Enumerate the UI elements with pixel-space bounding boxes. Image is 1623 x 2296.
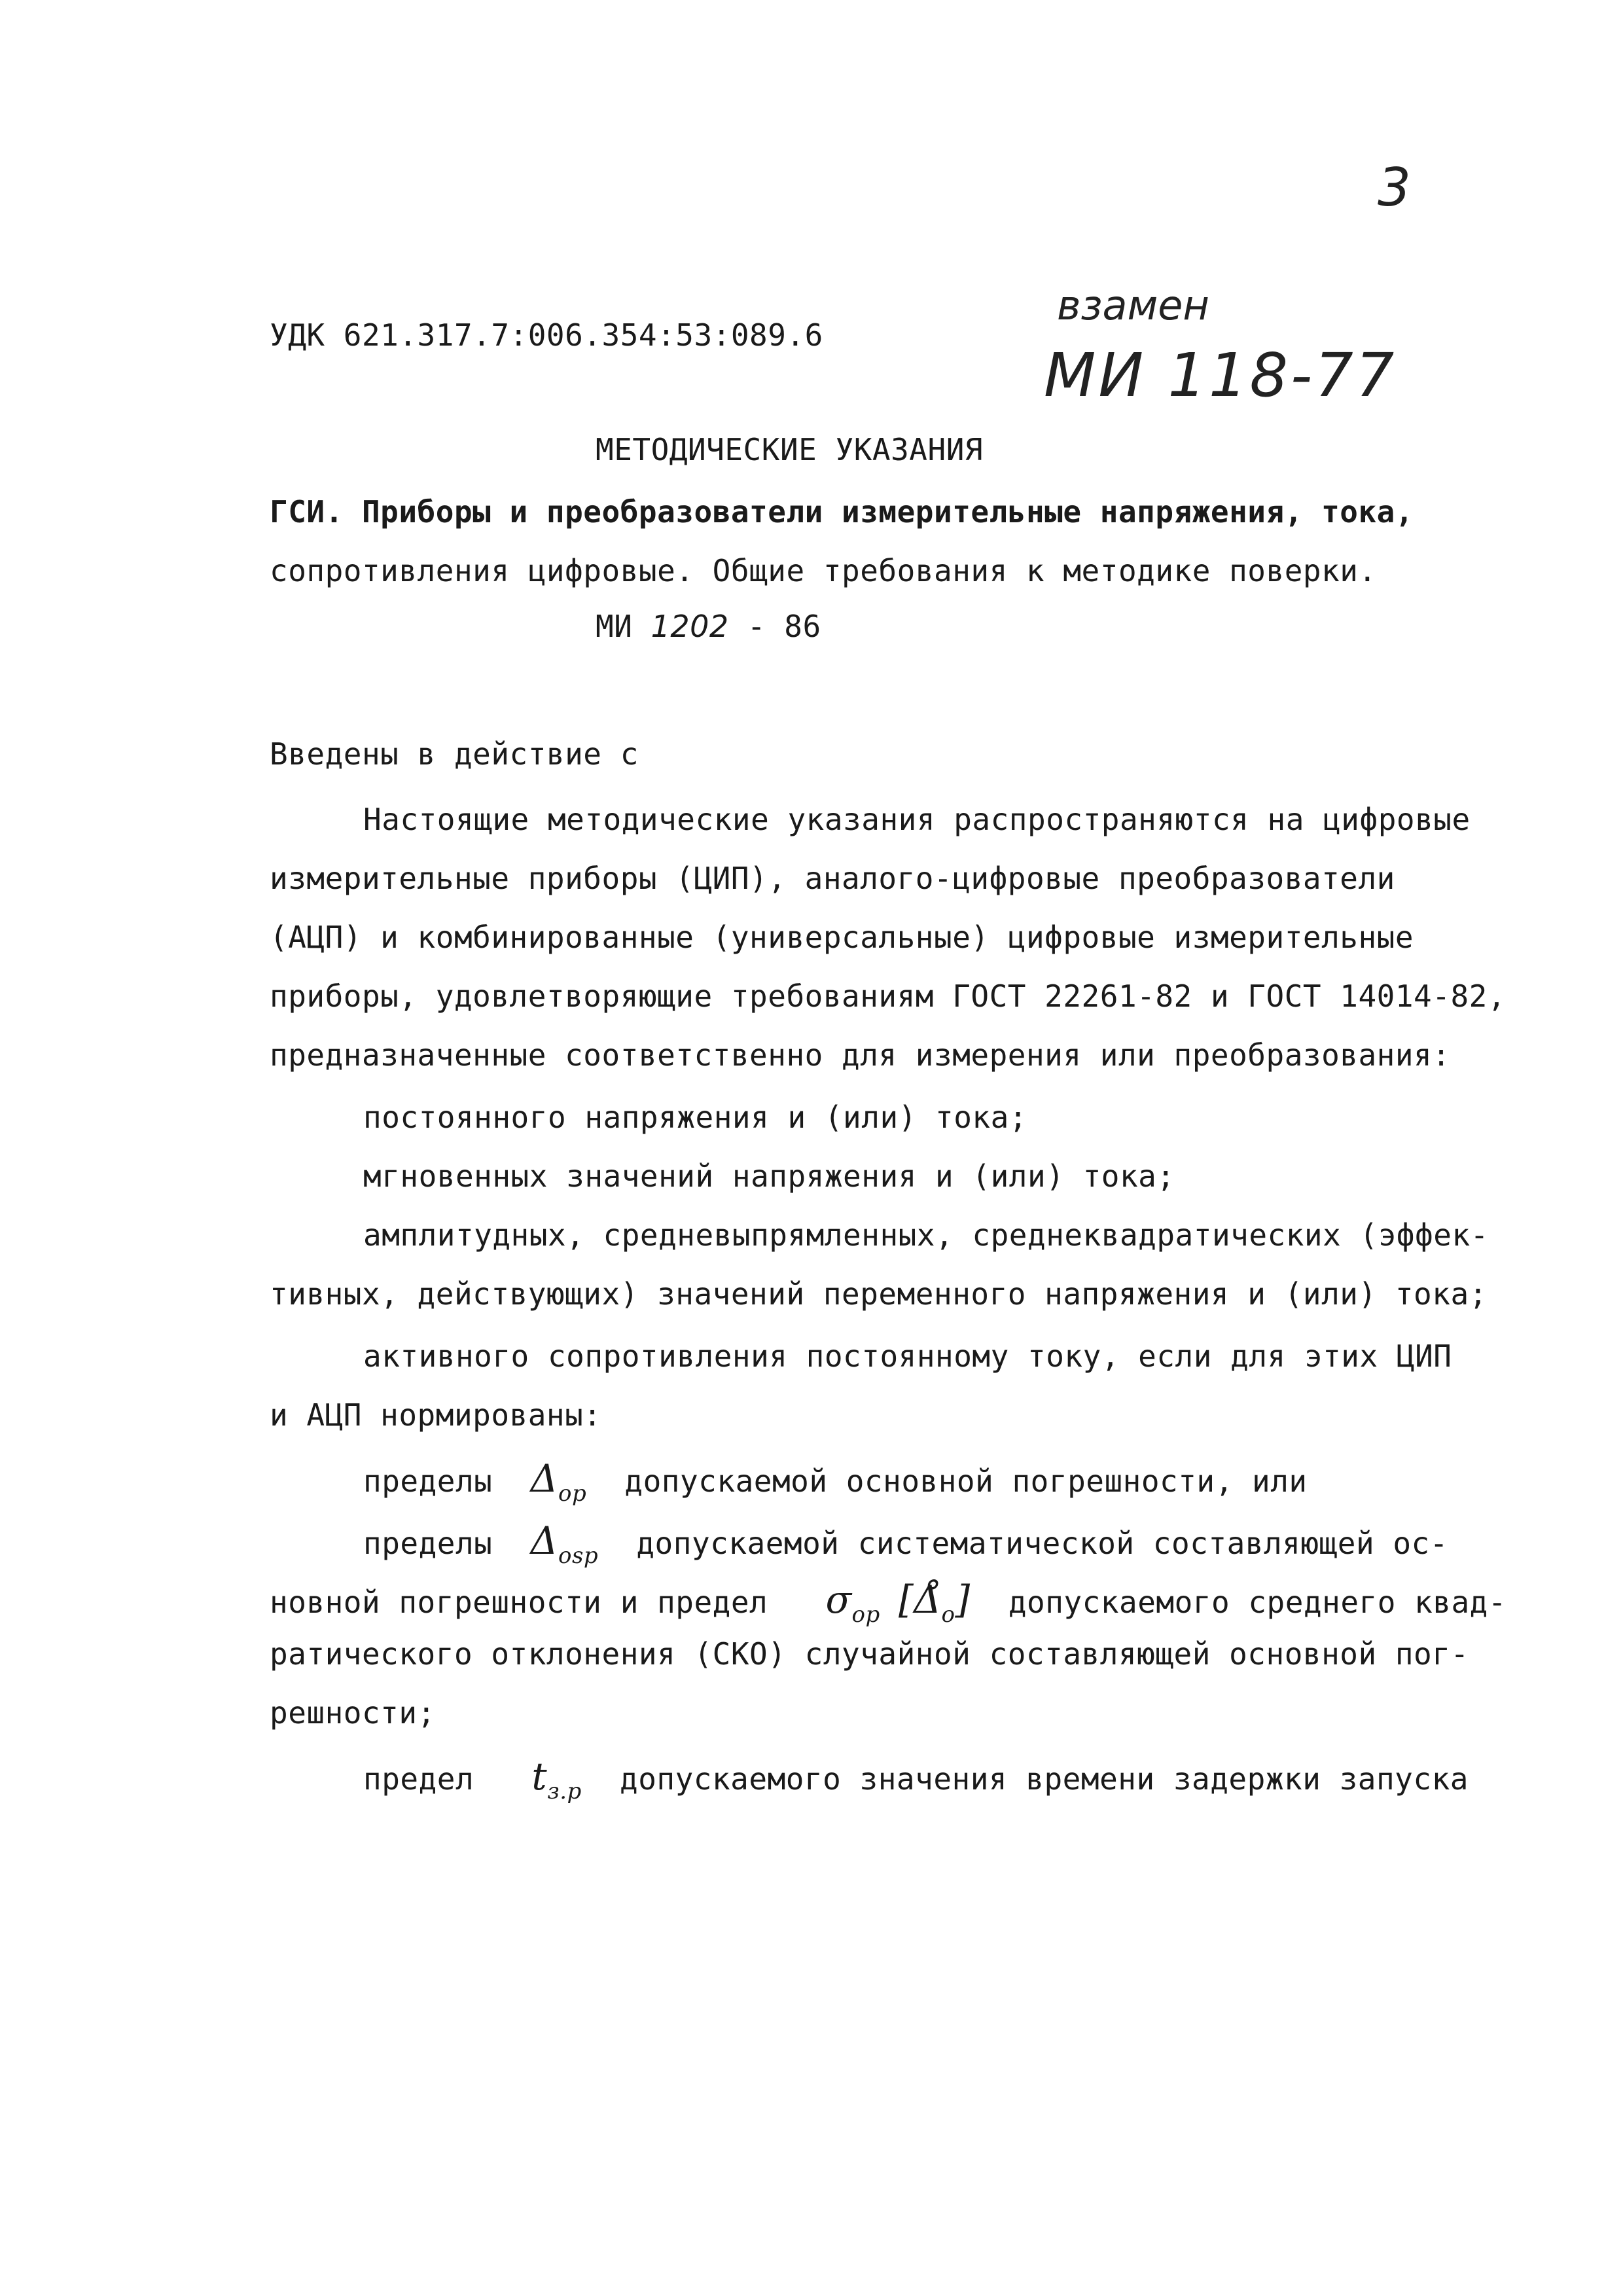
limit-systematic-error: пределы $\Delta_{osp}$ допускаемой систематической составляющей ос- [363, 1518, 1448, 1569]
body-line: Настоящие методические указания распространяются на цифровые [363, 802, 1471, 837]
list-item: мгновенных значений напряжения и (или) тока; [363, 1158, 1175, 1194]
limit-sko: новной погрешности и предел $\sigma_{op}$ $[\Deltå_o]$ допускаемого среднего квад- [270, 1577, 1507, 1628]
sigma-symbol: σ [825, 1577, 852, 1622]
intro-effective-date: Введены в действие с [270, 736, 639, 772]
document-code-prefix: МИ [596, 609, 633, 644]
t-symbol: t [531, 1754, 548, 1799]
list-item: амплитудных, средневыпрямленных, среднеквадратических (эффек- [363, 1217, 1489, 1253]
subscript-op: op [558, 1480, 587, 1507]
document-type-heading: МЕТОДИЧЕСКИЕ УКАЗАНИЯ [596, 432, 984, 467]
body-line: ратического отклонения (СКО) случайной составляющей основной пог- [270, 1636, 1469, 1672]
delta-symbol: Δ [530, 1518, 558, 1563]
limit-basic-error: пределы $\Delta_{op}$ допускаемой основной погрешности, или [363, 1456, 1308, 1507]
limit-delay-time: предел $t_{з.p}$ допускаемого значения времени задержки запуска [363, 1754, 1469, 1804]
subscript-zp: з.p [547, 1778, 582, 1804]
body-line: (АЦП) и комбинированные (универсальные) цифровые измерительные [270, 920, 1414, 955]
document-code [596, 609, 821, 644]
document-title-line-1: ГСИ. Приборы и преобразователи измерительные напряжения, тока, [270, 494, 1414, 529]
page-number: 3 [1378, 157, 1411, 218]
document-title-line-2: сопротивления цифровые. Общие требования к методике поверки. [270, 553, 1377, 588]
subscript-osp: osp [558, 1543, 599, 1569]
subscript-op: op [851, 1602, 880, 1628]
body-line: приборы, удовлетворяющие требованиям ГОСТ 22261-82 и ГОСТ 14014-82, [270, 978, 1507, 1014]
body-line: решности; [270, 1695, 436, 1731]
delta-ring-symbol: $[\Deltå_o]$ [898, 1577, 971, 1628]
list-item: постоянного напряжения и (или) тока; [363, 1100, 1027, 1135]
handwritten-note-code: МИ 118-77 [1044, 340, 1397, 410]
delta-symbol: Δ [530, 1456, 558, 1501]
udk-code: УДК 621.317.7:006.354:53:089.6 [270, 317, 823, 353]
handwritten-note-replaces: взамен [1057, 281, 1209, 329]
document-code-year: - 86 [747, 609, 821, 644]
body-line: и АЦП нормированы: [270, 1397, 602, 1433]
document-code-number: 1202 [651, 609, 729, 644]
body-line: измерительные приборы (ЦИП), аналого-цифровые преобразователи [270, 861, 1395, 896]
body-line: предназначенные соответственно для измерения или преобразования: [270, 1037, 1451, 1073]
body-line: тивных, действующих) значений переменного напряжения и (или) тока; [270, 1276, 1488, 1312]
list-item: активного сопротивления постоянному току, если для этих ЦИП [363, 1338, 1452, 1374]
